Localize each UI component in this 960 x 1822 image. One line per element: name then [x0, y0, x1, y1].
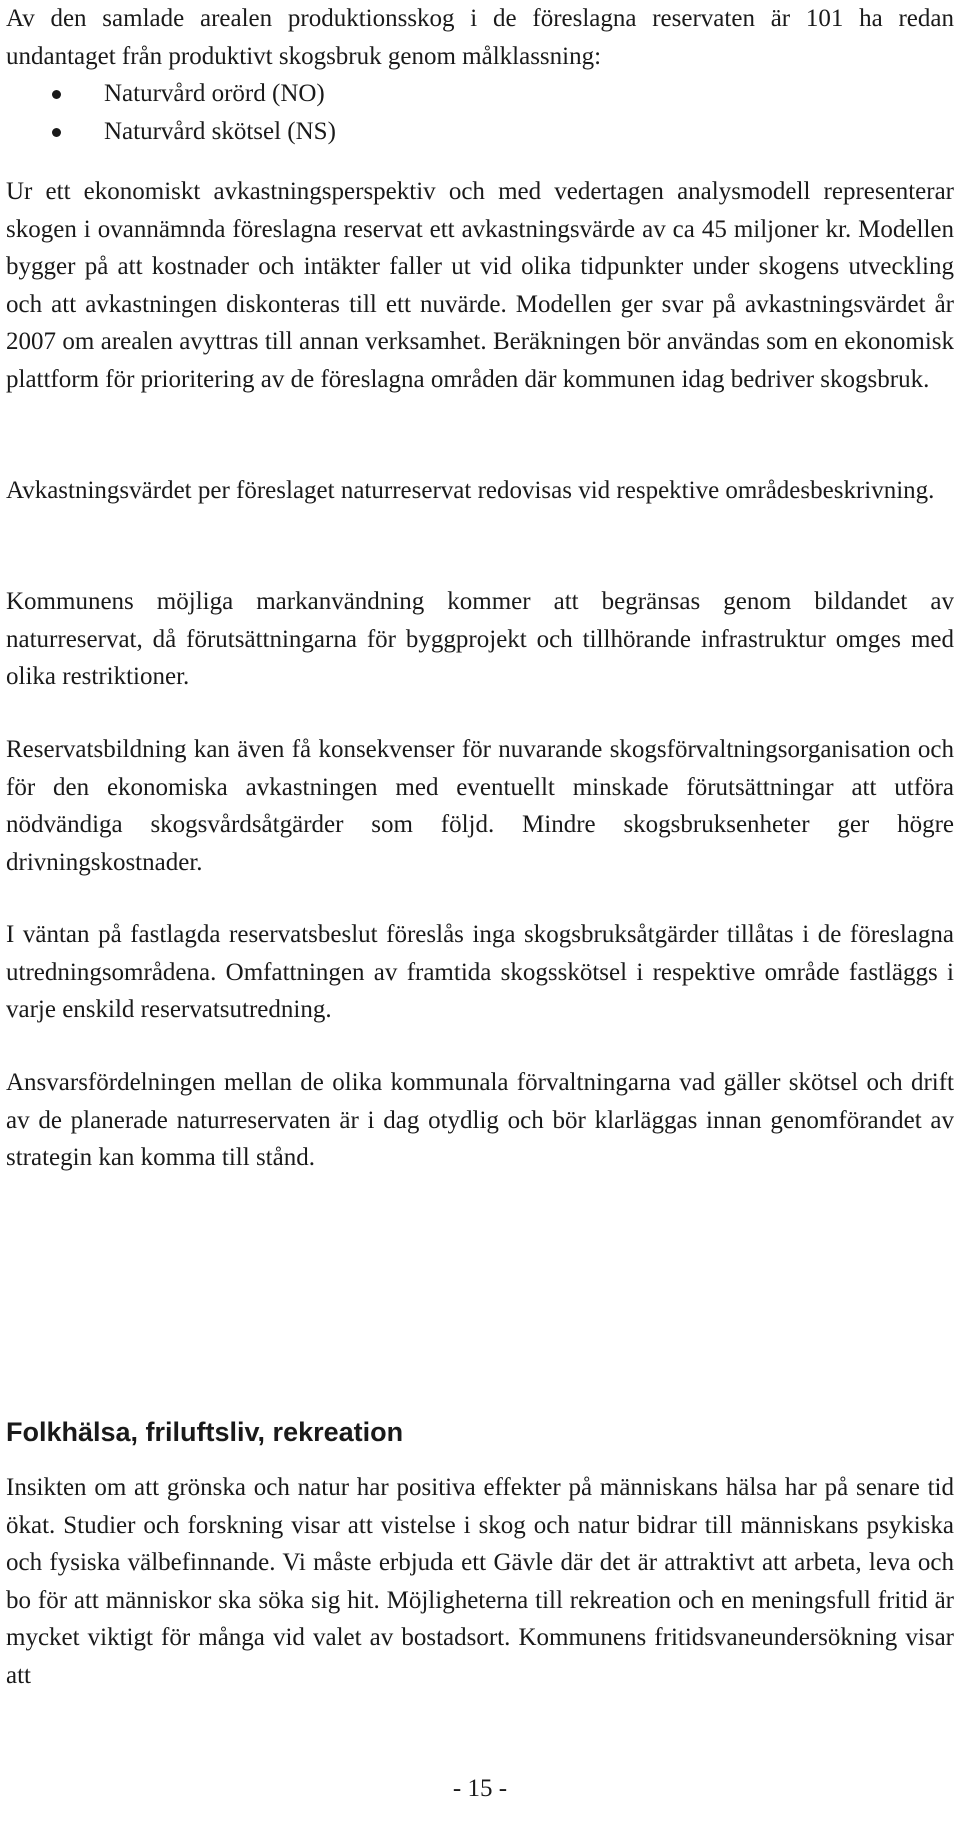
body-paragraph: I väntan på fastlagda reservatsbeslut föreslås inga skogsbruksåtgärder tillåtas i de föreslagna utredningsområdena. Omfattningen av framtida skogsskötsel i respektive område fastläggs i varje enskild reservatsutredning. [6, 921, 954, 1023]
intro-paragraph: Av den samlade arealen produktionsskog i de föreslagna reservaten är 101 ha redan undantaget från produktivt skogsbruk genom målklassning: [6, 5, 954, 70]
section-heading: Folkhälsa, friluftsliv, rekreation [6, 1417, 404, 1447]
body-paragraph: Reservatsbildning kan även få konsekvenser för nuvarande skogsförvaltningsorganisation och för den ekonomiska avkastningen med eventuellt minskade förutsättningar att utföra nödvändiga skogsvårdsåtgärder som följd. Mindre skogsbruksenheter ger högre drivningskostnader. [6, 736, 954, 876]
list-item: Naturvård orörd (NO) [0, 75, 954, 113]
body-paragraph: Avkastningsvärdet per föreslaget naturreservat redovisas vid respektive områdesbeskrivning. [6, 477, 935, 504]
target-class-list [0, 75, 954, 150]
body-paragraph: Kommunens möjliga markanvändning kommer att begränsas genom bildandet av naturreservat, då förutsättningarna för byggprojekt och tillhörande infrastruktur omges med olika restriktioner. [6, 588, 954, 690]
body-paragraph: Ur ett ekonomiskt avkastningsperspektiv och med vedertagen analysmodell representerar skogen i ovannämnda föreslagna reservat ett avkastningsvärde av ca 45 miljoner kr. Modellen bygger på att kostnader och intäkter faller ut vid olika tidpunkter under skogens utveckling och att avkastningen diskonteras till ett nuvärde. Modellen ger svar på avkastningsvärdet år 2007 om arealen avyttras till annan verksamhet. Beräkningen bör användas som en ekonomisk plattform för prioritering av de föreslagna områden där kommunen idag bedriver skogsbruk. [6, 178, 954, 393]
page-number: - 15 - [452, 1775, 508, 1802]
list-item: Naturvård skötsel (NS) [0, 113, 954, 151]
body-paragraph: Ansvarsfördelningen mellan de olika kommunala förvaltningarna vad gäller skötsel och drift av de planerade naturreservaten är i dag otydlig och bör klarläggas innan genomförandet av strategin kan komma till stånd. [6, 1069, 954, 1171]
section-paragraph: Insikten om att grönska och natur har positiva effekter på människans hälsa har på senare tid ökat. Studier och forskning visar att vistelse i skog och natur bidrar till människans psykiska och fysiska välbefinnande. Vi måste erbjuda ett Gävle där det är attraktivt att arbeta, leva och bo för att människor ska söka sig hit. Möjligheterna till rekreation och en meningsfull fritid är mycket viktigt för många vid valet av bostadsort. Kommunens fritidsvaneundersökning visar att [6, 1474, 954, 1689]
